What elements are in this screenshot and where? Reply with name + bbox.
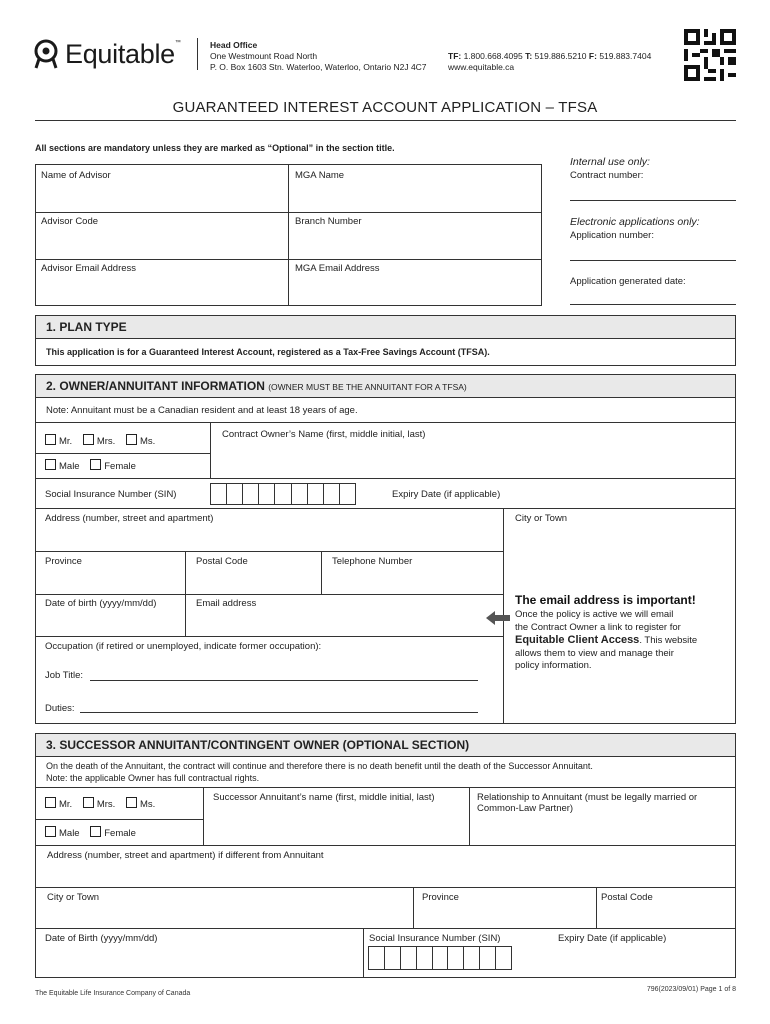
owner-name-field[interactable]: Contract Owner’s Name (first, middle initial, last) [222, 429, 426, 440]
annuitant-note: Note: Annuitant must be a Canadian resident and at least 18 years of age. [46, 405, 358, 416]
t-value: 519.886.5210 [534, 51, 587, 61]
section-2-title: 2. OWNER/ANNUITANT INFORMATION [46, 379, 265, 393]
head-office-title: Head Office [210, 40, 258, 50]
footer-page-info [600, 986, 736, 993]
f-label: F: [588, 51, 597, 61]
contract-number-label: Contract number: [570, 170, 644, 181]
callout-line-4: allows them to view and manage their [515, 647, 674, 659]
form-title: GUARANTEED INTEREST ACCOUNT APPLICATION – TFSA [172, 99, 598, 116]
dob-field[interactable]: Date of birth (yyyy/mm/dd) [45, 598, 157, 609]
callout-line-2: the Contract Owner a link to register for [515, 621, 681, 633]
relationship-line-1: Relationship to Annuitant (must be legally married or [477, 792, 698, 803]
app-generated-date-field[interactable] [570, 304, 736, 305]
occupation-label: Occupation (if retired or unemployed, indicate former occupation): [45, 641, 322, 652]
mandatory-note: All sections are mandatory unless they are marked as “Optional” in the section title. [35, 143, 395, 153]
successor-city-field[interactable]: City or Town [47, 892, 100, 903]
t-label: T: [525, 51, 533, 61]
application-number-field[interactable] [570, 260, 736, 261]
successor-postal-field[interactable]: Postal Code [601, 892, 653, 903]
section-3-body [35, 756, 736, 978]
sin-label: Social Insurance Number (SIN) [45, 489, 177, 500]
successor-mr-option[interactable]: Mr. [45, 799, 72, 810]
equitable-logo-icon [33, 39, 59, 69]
arrow-left-icon [486, 611, 510, 625]
f-value: 519.883.7404 [599, 51, 652, 61]
successor-gender-group [45, 826, 136, 839]
successor-province-field[interactable]: Province [422, 892, 459, 903]
mga-email-field[interactable]: MGA Email Address [295, 263, 380, 274]
postal-code-field[interactable]: Postal Code [196, 556, 248, 567]
title-rule [35, 120, 736, 121]
city-field[interactable]: City or Town [515, 513, 568, 524]
successor-dob-field[interactable]: Date of Birth (yyyy/mm/dd) [45, 933, 158, 944]
expiry-date-field[interactable]: Expiry Date (if applicable) [392, 489, 501, 500]
qr-code-image [684, 29, 736, 81]
brand-name: Equitable [65, 38, 175, 69]
branch-number-field[interactable]: Branch Number [295, 216, 362, 227]
section-1-title: 1. PLAN TYPE [46, 320, 127, 334]
job-title-field[interactable] [90, 680, 478, 681]
mga-name-field[interactable]: MGA Name [295, 170, 345, 181]
mrs-option[interactable]: Mrs. [83, 436, 115, 447]
successor-name-field[interactable]: Successor Annuitant’s name (first, middle initial, last) [213, 792, 435, 803]
callout-title: The email address is important! [515, 593, 696, 607]
form-code: 796(2023/09/01) [646, 986, 699, 993]
internal-use-label: Internal use only: [570, 156, 650, 168]
ms-option[interactable]: Ms. [126, 436, 155, 447]
callout-eca: Equitable Client Access [515, 634, 640, 646]
footer-company: The Equitable Life Insurance Company of Canada [35, 990, 191, 997]
office-line-1: One Westmount Road North [210, 51, 318, 61]
successor-text-1: On the death of the Annuitant, the contract will continue and therefore there is no death benefit until the death of the Successor Annuitant. [46, 761, 593, 771]
telephone-field[interactable]: Telephone Number [332, 556, 413, 567]
section-2-subtitle: (OWNER MUST BE THE ANNUITANT FOR A TFSA) [268, 382, 467, 392]
email-callout [515, 593, 730, 673]
mr-option[interactable]: Mr. [45, 436, 72, 447]
section-2-header [35, 374, 736, 398]
successor-sin-input-boxes[interactable] [368, 946, 512, 970]
office-line-2: P. O. Box 1603 Stn. Waterloo, Waterloo, Ontario N2J 4C7 [210, 62, 427, 72]
electronic-only-label: Electronic applications only: [570, 216, 700, 228]
contract-number-field[interactable] [570, 200, 736, 201]
successor-salutation-group [45, 797, 155, 810]
female-option[interactable]: Female [90, 461, 136, 472]
successor-address-field[interactable]: Address (number, street and apartment) if different from Annuitant [47, 850, 324, 861]
equitable-logo [33, 36, 181, 72]
tf-label: TF: [448, 51, 462, 61]
gender-group [45, 459, 136, 472]
section-3-header [35, 733, 736, 757]
contact-info [448, 51, 651, 73]
app-generated-date-label: Application generated date: [570, 276, 686, 287]
website-link[interactable]: www.equitable.ca [448, 62, 515, 72]
sin-input-boxes[interactable] [210, 483, 356, 505]
male-option[interactable]: Male [45, 461, 80, 472]
section-1-header [35, 315, 736, 339]
job-title-label: Job Title: [45, 670, 84, 681]
callout-line-3: . This website [639, 635, 698, 646]
callout-line-5: policy information. [515, 660, 592, 671]
header-divider [197, 38, 198, 70]
tf-value: 1.800.668.4095 [463, 51, 523, 61]
callout-line-1: Once the policy is active we will email [515, 609, 674, 620]
email-field[interactable]: Email address [196, 598, 257, 609]
successor-expiry-field[interactable]: Expiry Date (if applicable) [558, 933, 667, 944]
advisor-code-field[interactable]: Advisor Code [41, 216, 99, 227]
page-number: Page 1 of 8 [700, 986, 736, 993]
successor-text-2: Note: the applicable Owner has full contractual rights. [46, 773, 260, 783]
section-3-title: 3. SUCCESSOR ANNUITANT/CONTINGENT OWNER (OPTIONAL SECTION) [46, 738, 470, 752]
successor-female-option[interactable]: Female [90, 828, 136, 839]
application-number-label: Application number: [570, 230, 654, 241]
advisor-email-field[interactable]: Advisor Email Address [41, 263, 137, 274]
address-field[interactable]: Address (number, street and apartment) [45, 513, 214, 524]
successor-mrs-option[interactable]: Mrs. [83, 799, 115, 810]
salutation-group [45, 434, 155, 447]
head-office-address [210, 40, 427, 73]
successor-ms-option[interactable]: Ms. [126, 799, 155, 810]
duties-field[interactable] [80, 712, 478, 713]
duties-label: Duties: [45, 703, 75, 714]
relationship-line-2: Common-Law Partner) [477, 803, 574, 814]
trademark: ™ [174, 40, 181, 46]
successor-sin-label: Social Insurance Number (SIN) [369, 933, 501, 944]
plan-type-text: This application is for a Guaranteed Interest Account, registered as a Tax-Free Savings Account (TFSA). [46, 347, 490, 357]
province-field[interactable]: Province [45, 556, 82, 567]
successor-male-option[interactable]: Male [45, 828, 80, 839]
relationship-field[interactable] [477, 792, 697, 814]
name-of-advisor-field[interactable]: Name of Advisor [41, 170, 111, 181]
